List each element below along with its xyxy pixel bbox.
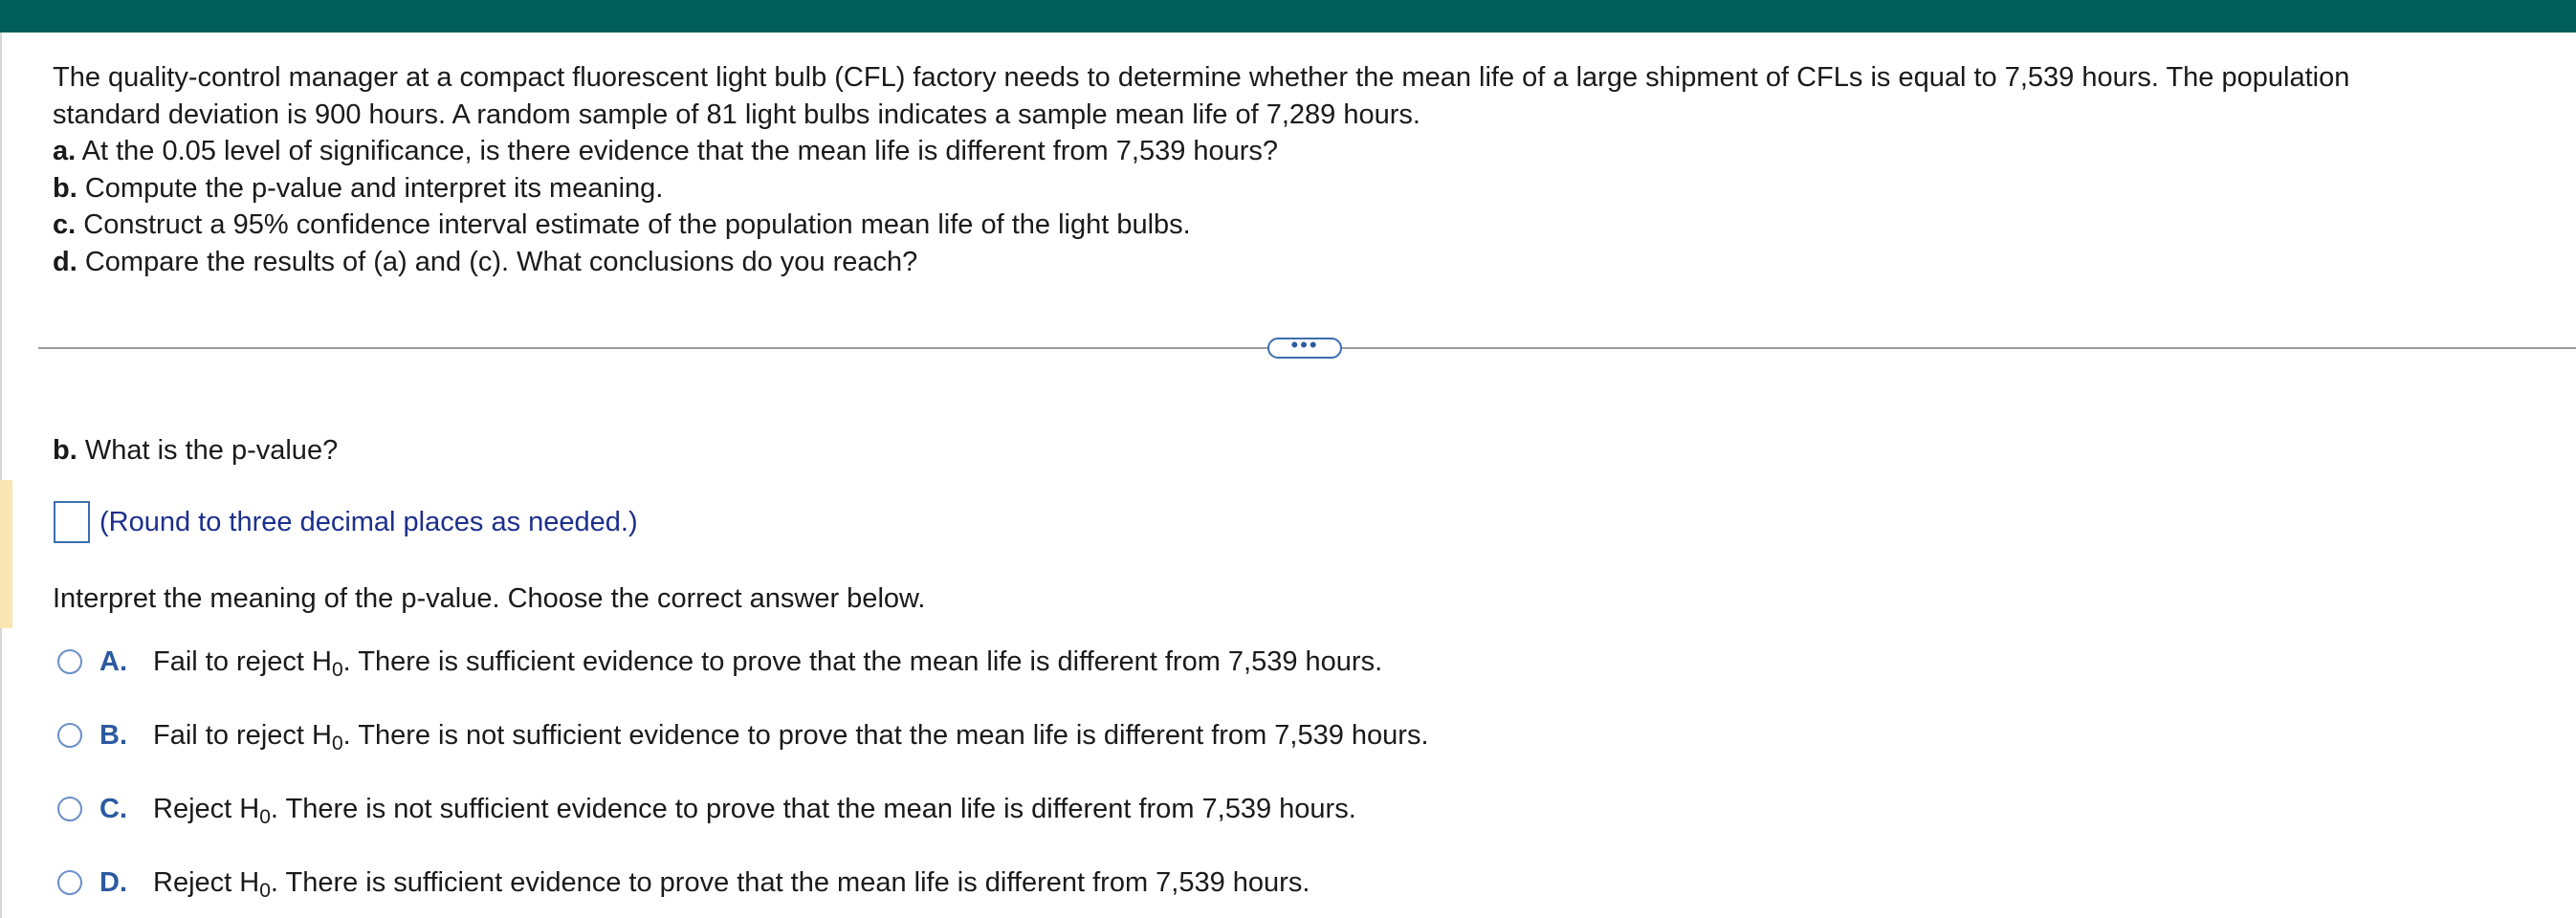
part-c-text: Construct a 95% confidence interval estimate of the population mean life of the light bulbs.: [76, 209, 1191, 240]
choice-b-text: [153, 720, 1429, 752]
expand-button[interactable]: •••: [1267, 338, 1342, 359]
radio-button-c[interactable]: [57, 797, 82, 821]
choice-b-letter: B.: [99, 719, 127, 751]
part-a: [53, 133, 2559, 170]
choice-a-text: [153, 645, 1383, 681]
intro-line-2: standard deviation is 900 hours. A random sample of 81 light bulbs indicates a sample mean life of 7,289 hours.: [53, 98, 1420, 130]
active-question-marker: [0, 480, 12, 628]
choice-c-after: . There is not sufficient evidence to prove that the mean life is different from 7,539 hours.: [270, 793, 1356, 824]
choice-d[interactable]: [57, 863, 1310, 902]
choice-d-before: Reject H: [153, 866, 260, 898]
interpret-prompt: Interpret the meaning of the p-value. Choose the correct answer below.: [53, 583, 926, 614]
choice-d-sub: 0: [259, 879, 271, 902]
choice-c-letter: C.: [99, 793, 127, 824]
choice-a-letter: A.: [99, 645, 127, 677]
part-c-letter: c.: [53, 209, 77, 240]
choice-d-after: . There is sufficient evidence to prove that the mean life is different from 7,539 hours.: [270, 866, 1310, 898]
question-text: What is the p-value?: [77, 435, 339, 466]
problem-intro: [53, 59, 2559, 280]
answer-row: [54, 499, 638, 545]
choice-a-sub: 0: [331, 658, 343, 681]
part-b-text: Compute the p-value and interpret its meaning.: [77, 172, 664, 204]
rounding-hint: (Round to three decimal places as needed.): [99, 506, 638, 537]
top-header-bar: [0, 0, 2576, 33]
choice-b-after: . There is not sufficient evidence to prove that the mean life is different from 7,539 hours.: [342, 719, 1429, 751]
choice-c-text: [153, 793, 1356, 828]
part-a-letter: a.: [53, 136, 77, 166]
part-b: [53, 170, 2559, 208]
part-a-text: At the 0.05 level of significance, is there evidence that the mean life is different from 7,539 hours?: [76, 136, 1279, 166]
radio-button-b[interactable]: [57, 723, 82, 748]
choice-b-before: Fail to reject H: [153, 719, 332, 751]
choice-c-before: Reject H: [153, 793, 260, 824]
choice-c-sub: 0: [259, 805, 271, 828]
choice-a[interactable]: [57, 643, 1382, 681]
left-border: [0, 33, 2, 918]
choice-b-sub: 0: [331, 732, 343, 754]
part-b-letter: b.: [53, 172, 77, 204]
part-d: [53, 244, 2559, 281]
problem-statement: [53, 59, 2559, 280]
part-d-text: Compare the results of (a) and (c). What conclusions do you reach?: [77, 246, 918, 277]
choice-d-letter: D.: [99, 866, 127, 898]
question-b: [53, 432, 338, 469]
part-d-letter: d.: [53, 246, 77, 277]
intro-line-1: The quality-control manager at a compact fluorescent light bulb (CFL) factory needs to determine whether the mean life of a large shipment of CFLs is equal to 7,539 hours. The population: [53, 62, 2350, 93]
choice-d-text: [153, 866, 1310, 902]
p-value-input[interactable]: [54, 501, 90, 543]
choice-c[interactable]: [57, 790, 1356, 828]
choice-b[interactable]: [57, 716, 1429, 754]
radio-button-a[interactable]: [57, 649, 82, 674]
question-letter: b.: [53, 435, 77, 466]
choice-a-before: Fail to reject H: [153, 645, 332, 677]
part-c: [53, 207, 2559, 244]
radio-button-d[interactable]: [57, 870, 82, 895]
choice-a-after: . There is sufficient evidence to prove that the mean life is different from 7,539 hours.: [342, 645, 1383, 677]
